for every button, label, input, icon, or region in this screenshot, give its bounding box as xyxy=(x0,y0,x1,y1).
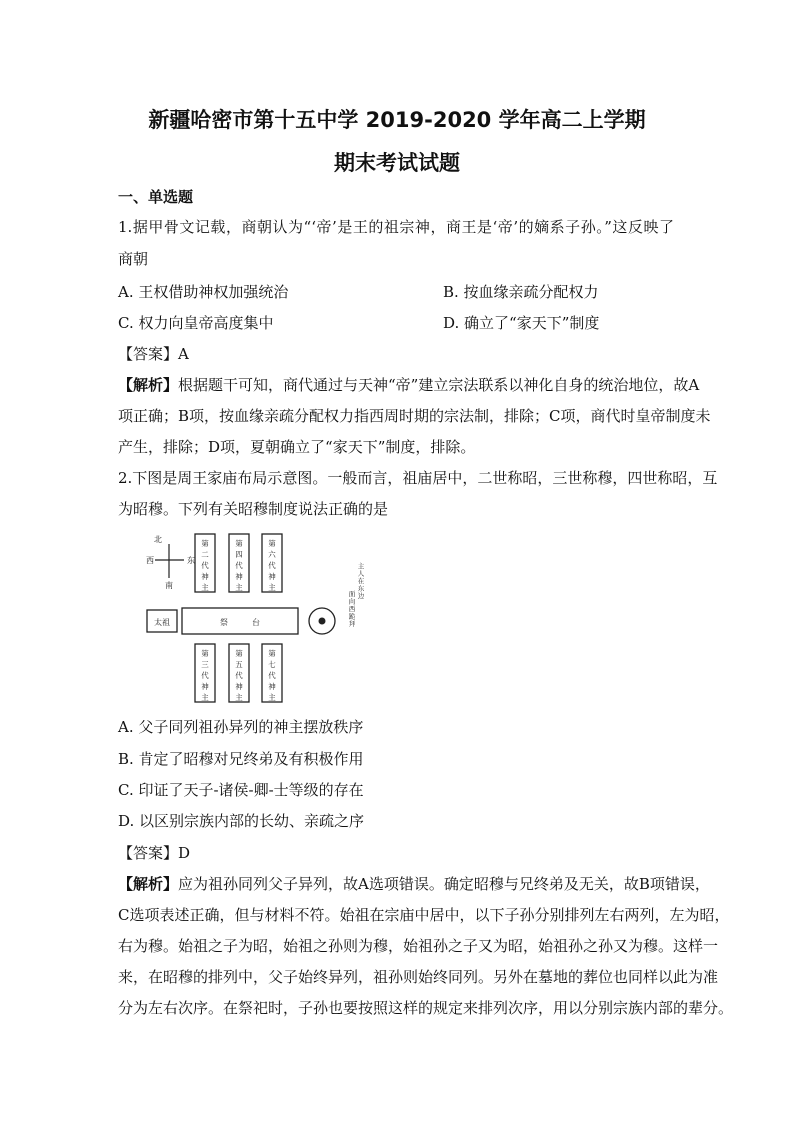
top-tablets xyxy=(195,534,282,592)
q2-analysis-line-3: 右为穆。始祖之子为昭，始祖之孙则为穆，始祖孙之子又为昭，始祖孙之孙又为穆。这样一 xyxy=(118,937,719,955)
q1-stem-line-2: 商朝 xyxy=(118,250,149,268)
q2-analysis-line-4: 来，在昭穆的排列中，父子始终异列，祖孙则始终同列。另外在墓地的葬位也同样以此为准 xyxy=(118,968,719,986)
q1-analysis-tag: 【解析】 xyxy=(118,376,179,394)
q2-option-a: A. 父子同列祖孙异列的神主摆放秩序 xyxy=(118,718,364,736)
compass-west-label: 西 xyxy=(146,556,154,565)
q2-analysis-line-2: C选项表述正确，但与材料不符。始祖在宗庙中居中，以下子孙分别排列左右两列，左为昭， xyxy=(118,906,730,924)
q1-answer: 【答案】A xyxy=(118,345,189,363)
tablet-gen-4-label: 第四代神主 xyxy=(235,539,243,592)
q2-option-d: D. 以区别宗族内部的长幼、亲疏之序 xyxy=(118,812,365,830)
q2-analysis-line-1 xyxy=(118,873,710,894)
q2-stem-line-1: 2.下图是周王家庙布局示意图。一般而言，祖庙居中，二世称昭，三世称穆，四世称昭，互 xyxy=(118,469,718,487)
bottom-tablets xyxy=(195,644,282,702)
section-heading: 一、单选题 xyxy=(118,188,194,206)
tablet-gen-5-label: 第五代神主 xyxy=(235,649,243,702)
compass-east-label: 东 xyxy=(187,556,195,565)
q2-option-c: C. 印证了天子-诸侯-卿-士等级的存在 xyxy=(118,781,364,799)
q1-option-c: C. 权力向皇帝高度集中 xyxy=(118,314,274,332)
q2-analysis-tag: 【解析】 xyxy=(118,875,179,893)
taizu-label: 太祖 xyxy=(154,618,170,627)
q1-stem-line-1: 1.据甲骨文记载，商朝认为“‘帝’是王的祖宗神，商王是‘帝’的嫡系子孙。”这反映了 xyxy=(118,218,674,236)
q2-stem-line-2: 为昭穆。下列有关昭穆制度说法正确的是 xyxy=(118,500,389,518)
altar-platform-label: 祭 台 xyxy=(220,618,260,627)
title-line-1: 新疆哈密市第十五中学 2019-2020 学年高二上学期 xyxy=(148,108,646,132)
q2-option-b: B. 肯定了昭穆对兄终弟及有积极作用 xyxy=(118,750,364,768)
q1-option-a: A. 王权借助神权加强统治 xyxy=(118,283,289,301)
q1-option-d: D. 确立了“家天下”制度 xyxy=(443,314,600,332)
tablet-gen-7-label: 第七代神主 xyxy=(268,649,276,702)
q1-analysis-line-3: 产生，排除；D项，夏朝确立了“家天下”制度，排除。 xyxy=(118,438,476,456)
side-note-col-1: 主人在东边 xyxy=(357,562,365,600)
q1-analysis-text-1: 根据题干可知，商代通过与天神“帝”建立宗法联系以神化自身的统治地位，故A xyxy=(178,376,700,394)
q1-option-b: B. 按血缘亲疏分配权力 xyxy=(443,283,599,301)
temple-layout-diagram xyxy=(140,532,370,704)
compass-south-label: 南 xyxy=(165,581,173,590)
q1-analysis-line-2: 项正确；B项，按血缘亲疏分配权力指西周时期的宗法制，排除；C项，商代时皇帝制度未 xyxy=(118,407,711,425)
q1-analysis-line-1 xyxy=(118,374,700,395)
q2-answer: 【答案】D xyxy=(118,844,191,862)
q2-analysis-line-5: 分为左右次序。在祭祀时，子孙也要按照这样的规定来排列次序，用以分别宗族内部的辈分。 xyxy=(118,999,734,1017)
tablet-gen-6-label: 第六代神主 xyxy=(268,539,276,592)
side-note-col-2: 面向西跪拜 xyxy=(348,590,356,628)
host-position-dot xyxy=(319,618,326,625)
tablet-gen-2-label: 第二代神主 xyxy=(201,539,209,592)
tablet-gen-3-label: 第三代神主 xyxy=(201,649,209,702)
compass-north-label: 北 xyxy=(154,535,162,544)
title-line-2: 期末考试试题 xyxy=(334,151,460,175)
q2-analysis-text-1: 应为祖孙同列父子异列，故A选项错误。确定昭穆与兄终弟及无关，故B项错误， xyxy=(178,875,710,893)
